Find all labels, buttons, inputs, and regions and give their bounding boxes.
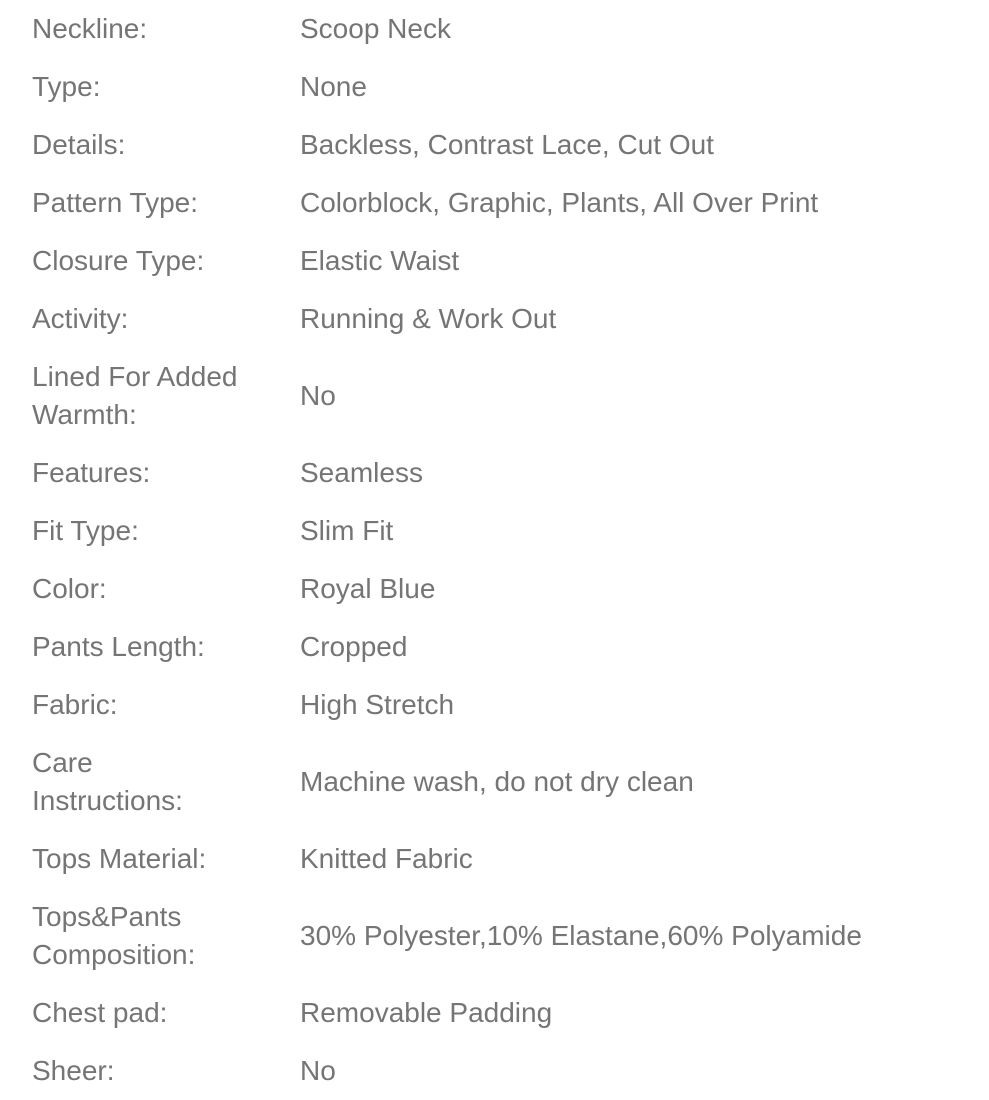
spec-value: None xyxy=(300,71,367,102)
spec-label: Fit Type: xyxy=(32,515,139,546)
spec-row xyxy=(32,618,965,676)
spec-label: Neckline: xyxy=(32,13,148,44)
spec-label: Tops Material: xyxy=(32,843,207,874)
spec-row xyxy=(32,174,965,232)
spec-row xyxy=(32,1042,965,1100)
spec-value: No xyxy=(300,1055,336,1086)
spec-label: Activity: xyxy=(32,303,129,334)
spec-label: Closure Type: xyxy=(32,245,205,276)
spec-row xyxy=(32,0,965,58)
spec-value: Running & Work Out xyxy=(300,303,557,334)
spec-row xyxy=(32,502,965,560)
spec-label: Type: xyxy=(32,71,101,102)
spec-value: Machine wash, do not dry clean xyxy=(300,766,694,797)
spec-label: Color: xyxy=(32,573,107,604)
spec-value: Slim Fit xyxy=(300,515,394,546)
spec-row xyxy=(32,676,965,734)
spec-value: No xyxy=(300,380,336,411)
spec-label: Care Instructions: xyxy=(32,747,183,816)
spec-row xyxy=(32,290,965,348)
spec-label: Pattern Type: xyxy=(32,187,199,218)
spec-row xyxy=(32,232,965,290)
spec-label: Chest pad: xyxy=(32,997,168,1028)
spec-value: Cropped xyxy=(300,631,408,662)
spec-value: Knitted Fabric xyxy=(300,843,473,874)
spec-row xyxy=(32,116,965,174)
spec-value: Colorblock, Graphic, Plants, All Over Print xyxy=(300,187,819,218)
spec-label: Tops&Pants Composition: xyxy=(32,901,196,970)
spec-row xyxy=(32,734,965,830)
spec-value: Scoop Neck xyxy=(300,13,451,44)
spec-value: Removable Padding xyxy=(300,997,553,1028)
spec-label: Fabric: xyxy=(32,689,118,720)
spec-value: High Stretch xyxy=(300,689,455,720)
spec-label: Features: xyxy=(32,457,151,488)
spec-label: Lined For Added Warmth: xyxy=(32,361,238,430)
spec-row xyxy=(32,58,965,116)
spec-row xyxy=(32,444,965,502)
spec-row xyxy=(32,984,965,1042)
spec-row xyxy=(32,830,965,888)
spec-value: Backless, Contrast Lace, Cut Out xyxy=(300,129,714,160)
spec-row xyxy=(32,888,965,984)
spec-value: Elastic Waist xyxy=(300,245,460,276)
spec-value: 30% Polyester,10% Elastane,60% Polyamide xyxy=(300,920,862,951)
spec-row xyxy=(32,560,965,618)
spec-value: Seamless xyxy=(300,457,423,488)
spec-row xyxy=(32,348,965,444)
spec-label: Details: xyxy=(32,129,126,160)
spec-value: Royal Blue xyxy=(300,573,436,604)
spec-label: Sheer: xyxy=(32,1055,115,1086)
spec-label: Pants Length: xyxy=(32,631,205,662)
